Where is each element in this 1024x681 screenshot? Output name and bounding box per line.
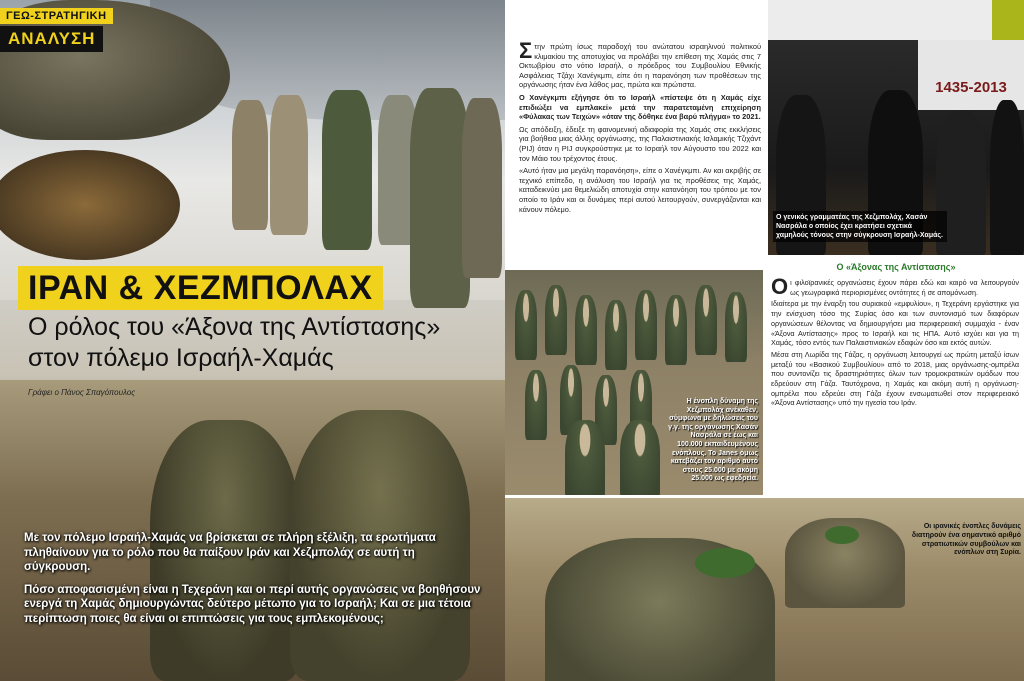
troop-figure: [620, 420, 660, 495]
troop-figure: [665, 295, 687, 365]
drop-cap: Σ: [519, 38, 533, 63]
troop-figure: [545, 285, 567, 355]
officer-figure: [410, 88, 470, 308]
section-tag-top: ΓΕΩ-ΣΤΡΑΤΗΓΙΚΗ: [0, 8, 113, 24]
troop-figure: [605, 300, 627, 370]
text-column-left: [519, 38, 761, 217]
officer-figure: [232, 100, 268, 230]
troop-figure: [525, 370, 547, 440]
troop-figure: [635, 290, 657, 360]
officer-figure: [322, 90, 372, 250]
body-paragraph: Μέσα στη Λωρίδα της Γάζας, η οργάνωση λειτουργεί ως πρώτη μεταξύ ίσων μεταξύ του «Βασικού Συμβουλίου» από το 2018, μιας οργάνωσης-ομπρέλα που συντονίζει τις δραστηριότητες όλων των τρομοκρατικών ομάδων που εδρεύουν στη Γάζα. Ταυτόχρονα, η Χαμάς και ακόμη αυτή η οργάνωση-ομπρέλα που εδρεύει στη Γάζα έχουν ενσωματωθεί στον περιφερειακό «Άξονα Αντίστασης» υπό την ηγεσία του Ιράν.: [771, 349, 1019, 408]
troop-figure: [575, 295, 597, 365]
header-strip: [768, 0, 992, 40]
body-paragraph: Ο Χανέγκμπι εξήγησε ότι το Ισραήλ «πίστεψε ότι η Χαμάς είχε επιδιώξει να εμπλακεί» μετά την παρατεταμένη επιχείρηση «Φύλακας των Τειχών» «όταν της δόθηκε ένα βαρύ πλήγμα» το 2021.: [519, 92, 761, 122]
lede-paragraph: Πόσο αποφασισμένη είναι η Τεχεράνη και οι περί αυτής οργανώσεις να βοηθήσουν ενεργά τη Χαμάς δημιουργώντας δεύτερο μέτωπο για το Ισραήλ; Και σε μια τέτοια περίπτωση ποιες θα είναι οι επιπτώσεις για τους εμπλεκομένους;: [24, 583, 481, 625]
banner-text: 1435-2013: [918, 40, 1024, 110]
guard-figure: [990, 100, 1024, 255]
body-paragraph: Ιδιαίτερα με την έναρξη του συριακού «εμφυλίου», η Τεχεράνη εργάστηκε για την ενίσχυση τόσο της Συρίας όσο και των συντονισμό των διαφόρων οργανώσεων θέλοντας να δημιουργήσει μια περιφερειακή συμμαχία - έναν «Άξονα Αντίστασης» προς το Ισραήλ και τις ΗΠΑ. Αυτό ισχύει και για τη Χαμάς, τόσο εντός των Παλαιστινιακών εδαφών όσο και εκτός αυτών.: [771, 299, 1019, 348]
beret-shape: [695, 548, 755, 578]
officer-figure: [270, 95, 308, 235]
photo-caption: Οι ιρανικές ένοπλες δυνάμεις διατηρούν ένα σημαντικό αριθμό στρατιωτικών συμβούλων και ενόπλων στη Συρία.: [911, 523, 1021, 557]
photo-caption: Ο γενικός γραμματέας της Χεζμπολάχ, Χασάν Νασράλα ο οποίος έχει κρατήσει σχετικά χαμηλούς τόνους στην σύγκρουση Ισραήλ-Χαμάς.: [773, 211, 947, 242]
text-column-right: [771, 274, 1019, 410]
body-paragraph: «Αυτό ήταν μια μεγάλη παρανόηση», είπε ο Χανέγκμπι. Αν και ακριβής σε τεχνικό επίπεδο, η ανάλυση του Ισραήλ για τις προθέσεις της Χαμάς, καταδεικνύει μια θεμελιώδη αποτυχία στην κατανόηση του τρόπου με τον οποίο το Ιράν και οι δυνάμεις περί αυτού λειτουργούν, συνεργάζονται και κάνουν πόλεμο.: [519, 166, 761, 214]
photo-caption: Η ένοπλη δύναμη της Χεζμπολάχ ανέκαθεν, σύμφωνα με δηλώσεις του γ.γ. της οργάνωσης Χασάν Νασράλα σε έως και 100.000 εκπαιδευμένους ενόπλους. Το Janes όμως κατεβάζει τον αριθμό αυτό στους 25.000 με ακόμη 25.000 ως εφεδρεία.: [668, 398, 758, 483]
body-text: ι φιλοϊρανικές οργανώσεις έχουν πάρει εδώ και καιρό να λειτουργούν ως γεωγραφικά περιορισμένες οντότητες ή σε απομόνωση.: [790, 278, 1019, 297]
article-title: ΙΡΑΝ & ΧΕΖΜΠΟΛΑΧ: [18, 266, 383, 310]
left-page: [0, 0, 505, 681]
beret-shape: [825, 526, 859, 544]
drop-cap: Ο: [771, 274, 789, 299]
troop-figure: [725, 292, 747, 362]
accent-strip: [992, 0, 1024, 40]
section-tag-bottom: ΑΝΑΛΥΣΗ: [0, 26, 103, 52]
body-paragraph: Ως απόδειξη, έδειξε τη φαινομενική αδιαφορία της Χαμάς στις εκκλήσεις για βοήθεια μιας άλλης οργάνωσης, της Παλαιστινιακής Ισλαμικής Τζιχάντ (PIJ) όταν η PIJ συγκρούστηκε με το Ισραήλ τον Αύγουστο του 2022 και τον Μάιο του τρέχοντος έτους.: [519, 124, 761, 163]
section-heading: Ο «Άξονας της Αντίστασης»: [836, 262, 956, 272]
article-lede: [24, 531, 484, 634]
troop-figure: [695, 285, 717, 355]
body-paragraph: [771, 274, 1019, 299]
byline: Γράφει ο Πάνος Σπαγόπουλος: [28, 388, 136, 397]
article-subtitle: Ο ρόλος του «Άξονα της Αντίστασης» στον πόλεμο Ισραήλ-Χαμάς: [28, 313, 441, 372]
troop-figure: [515, 290, 537, 360]
officer-figure: [462, 98, 502, 278]
body-paragraph: [519, 38, 761, 90]
body-text: την πρώτη ίσως παραδοχή του ανώτατου ισραηλινού πολιτικού κλιμακίου της αποτυχίας να προλάβει την επίθεση της Χαμάς στις 7 Οκτωβρίου στο νότιο Ισραήλ, ο πρόεδρος του Συμβουλίου Εθνικής Ασφάλειας Τζάχι Χανέγκμπι, είπε ότι η παρανόηση των προθέσεων της οργάνωσης ήταν ένα λάθος μας, πρώτα και πρώτιστα.: [519, 42, 761, 90]
troop-figure: [565, 420, 605, 495]
missile-image: [0, 150, 180, 260]
lede-paragraph: Με τον πόλεμο Ισραήλ-Χαμάς να βρίσκεται σε πλήρη εξέλιξη, τα ερωτήματα πληθαίνουν για το ρόλο που θα παίξουν Ιράν και Χεζμπολάχ σε αυτή τη σύγκρουση.: [24, 532, 436, 573]
right-page: [505, 0, 1024, 681]
